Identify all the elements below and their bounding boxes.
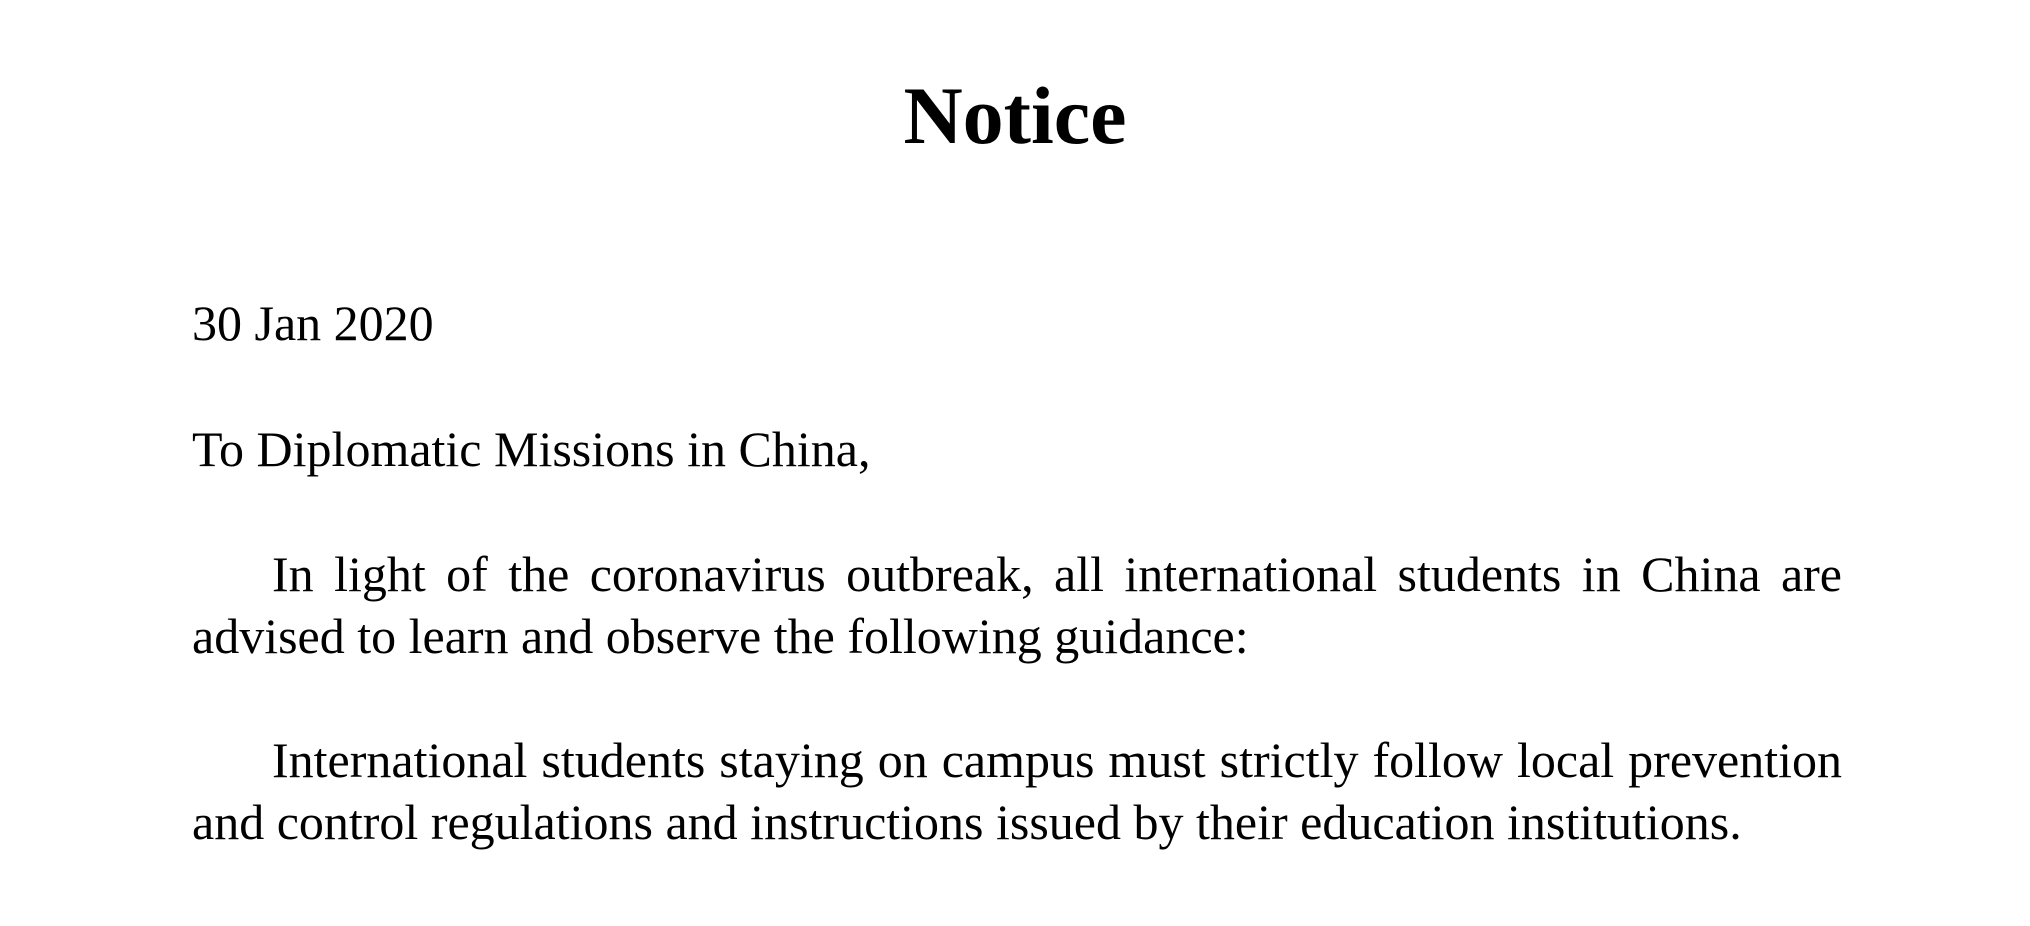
document-date: 30 Jan 2020 <box>192 295 434 351</box>
paragraph-campus-rules: International students staying on campus must strictly follow local prevention and control regulations and instructions issued by their education institutions. <box>192 732 1842 850</box>
paragraph-guidance-intro: In light of the coronavirus outbreak, all international students in China are advised to learn and observe the following guidance: <box>192 546 1842 664</box>
salutation: To Diplomatic Missions in China, <box>192 421 871 477</box>
document-title: Notice <box>903 70 1127 161</box>
